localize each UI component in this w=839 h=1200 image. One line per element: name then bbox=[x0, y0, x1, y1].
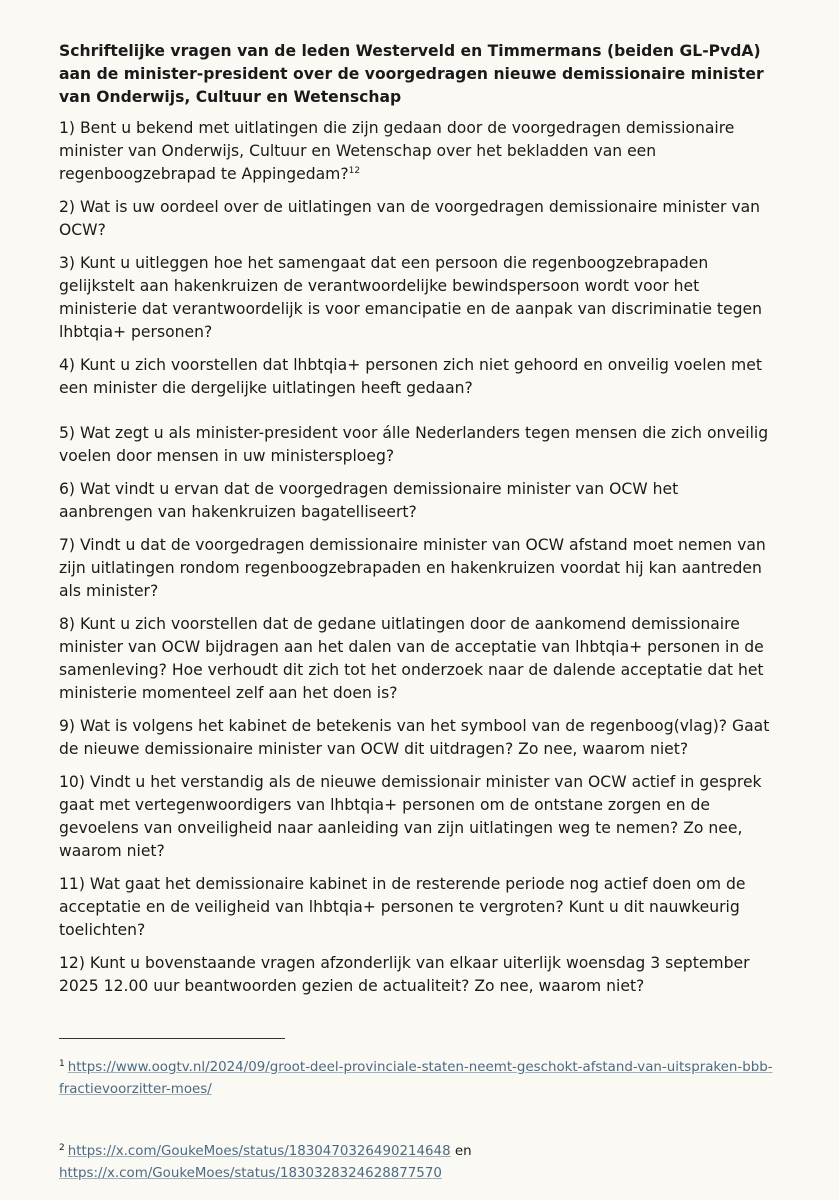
question-1-text: 1) Bent u bekend met uitlatingen die zijn gedaan door de voorgedragen demissionaire minister van Onderwijs, Cultuur en Wetenschap over het bekladden van een regenboogzebrapad te Appingedam? bbox=[59, 119, 735, 183]
question-10: 10) Vindt u het verstandig als de nieuwe demissionair minister van OCW actief in gesprek gaat met vertegenwoordigers van lhbtqia+ personen om de ontstane zorgen en de gevoelens van onveiligheid naar aanleiding van zijn uitlatingen weg te nemen? Zo nee, waarom niet? bbox=[59, 773, 762, 860]
footnote-divider bbox=[59, 1038, 285, 1039]
question-11: 11) Wat gaat het demissionaire kabinet in de resterende periode nog actief doen om de acceptatie en de veiligheid van lhbtqia+ personen te vergroten? Kunt u dit nauwkeurig toelichten? bbox=[59, 875, 746, 939]
document-title: Schriftelijke vragen van de leden Westerveld en Timmermans (beiden GL-PvdA) aan de minister-president over de voorgedragen nieuwe demissionaire minister van Onderwijs, Cultuur en Wetenschap bbox=[59, 42, 764, 106]
question-5: 5) Wat zegt u als minister-president voor álle Nederlanders tegen mensen die zich onveilig voelen door mensen in uw ministersploeg? bbox=[59, 424, 769, 465]
footnote-2-number: 2 bbox=[59, 1142, 65, 1153]
footnote-2-link-b[interactable]: https://x.com/GoukeMoes/status/1830328324628877570 bbox=[59, 1166, 442, 1181]
footnote-ref: 12 bbox=[348, 165, 361, 176]
footnote-1-link[interactable]: https://www.oogtv.nl/2024/09/groot-deel-provinciale-staten-neemt-geschokt-afstand-van-uitspraken-bbb-fractievoorzitter-moes/ bbox=[59, 1060, 773, 1097]
footnote-2-link-a[interactable]: https://x.com/GoukeMoes/status/1830470326490214648 bbox=[67, 1144, 451, 1159]
question-12: 12) Kunt u bovenstaande vragen afzonderlijk van elkaar uiterlijk woensdag 3 september 2025 12.00 uur beantwoorden gezien de actualiteit? Zo nee, waarom niet? bbox=[59, 954, 750, 995]
question-1 bbox=[59, 117, 775, 186]
question-6: 6) Wat vindt u ervan dat de voorgedragen demissionaire minister van OCW het aanbrengen van hakenkruizen bagatelliseert? bbox=[59, 480, 679, 521]
question-8: 8) Kunt u zich voorstellen dat de gedane uitlatingen door de aankomend demissionaire minister van OCW bijdragen aan het dalen van de acceptatie van lhbtqia+ personen in de samenleving? Hoe verhoudt dit zich tot het onderzoek naar de dalende acceptatie dat het ministerie momenteel zelf aan het doen is? bbox=[59, 615, 764, 702]
question-7: 7) Vindt u dat de voorgedragen demissionaire minister van OCW afstand moet nemen van zijn uitlatingen rondom regenboogzebrapaden en hakenkruizen voordat hij kan aantreden als minister? bbox=[59, 536, 766, 600]
question-2: 2) Wat is uw oordeel over de uitlatingen van de voorgedragen demissionaire minister van OCW? bbox=[59, 198, 761, 239]
footnote-2-joiner: en bbox=[454, 1144, 472, 1159]
question-4: 4) Kunt u zich voorstellen dat lhbtqia+ personen zich niet gehoord en onveilig voelen met een minister die dergelijke uitlatingen heeft gedaan? bbox=[59, 356, 762, 397]
question-3: 3) Kunt u uitleggen hoe het samengaat dat een persoon die regenboogzebrapaden gelijkstelt aan hakenkruizen de verantwoordelijke bewindspersoon wordt voor het ministerie dat verantwoordelijk is voor emancipatie en de aanpak van discriminatie tegen lhbtqia+ personen? bbox=[59, 254, 762, 341]
footnote-2 bbox=[59, 1141, 775, 1185]
footnote-spacer bbox=[59, 1101, 775, 1141]
question-9: 9) Wat is volgens het kabinet de betekenis van het symbool van de regenboog(vlag)? Gaat de nieuwe demissionaire minister van OCW dit uitdragen? Zo nee, waarom niet? bbox=[59, 717, 770, 758]
footnote-1-number: 1 bbox=[59, 1058, 65, 1069]
footnote-1 bbox=[59, 1057, 775, 1101]
